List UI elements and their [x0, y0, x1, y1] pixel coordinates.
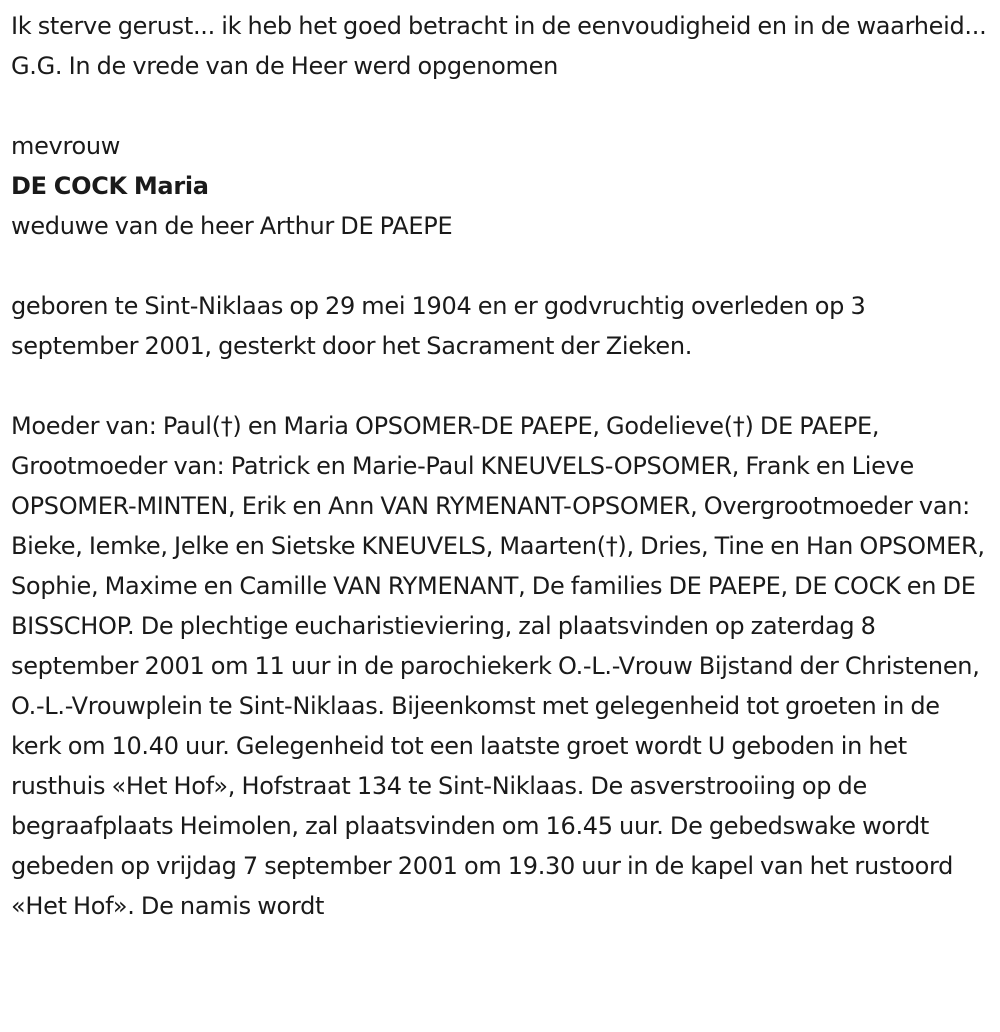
paragraph-gap [11, 366, 996, 406]
birth-death-text: geboren te Sint-Niklaas op 29 mei 1904 en er godvruchtig overleden op 3 september 2001, gesterkt door het Sacrament der Zieken. [11, 292, 866, 360]
salutation-text: mevrouw [11, 132, 121, 160]
paragraph-gap [11, 86, 996, 126]
spouse-line: weduwe van de heer Arthur DE PAEPE [11, 212, 453, 240]
obituary-notice [11, 6, 996, 926]
motto-text: Ik sterve gerust... ik heb het goed betracht in de eenvoudigheid en in de waarheid... G.G. In de vrede van de Heer werd opgenomen [11, 12, 987, 80]
family-and-ceremony-text: Moeder van: Paul(†) en Maria OPSOMER-DE PAEPE, Godelieve(†) DE PAEPE, Grootmoeder van: Patrick en Marie-Paul KNEUVELS-OPSOMER, Frank en Lieve OPSOMER-MINTEN, Erik en Ann VAN RYMENANT-OPSOMER, Overgrootmoeder van: Bieke, Iemke, Jelke en Sietske KNEUVELS, Maarten(†), Dries, Tine en Han OPSOMER, Sophie, Maxime en Camille VAN RYMENANT, De families DE PAEPE, DE COCK en DE BISSCHOP. De plechtige eucharistieviering, zal plaatsvinden op zaterdag 8 september 2001 om 11 uur in de parochiekerk O.-L.-Vrouw Bijstand der Christenen, O.-L.-Vrouwplein te Sint-Niklaas. Bijeenkomst met gelegenheid tot groeten in de kerk om 10.40 uur. Gelegenheid tot een laatste groet wordt U geboden in het rusthuis «Het Hof», Hofstraat 134 te Sint-Niklaas. De asverstrooiing op de begraafplaats Heimolen, zal plaatsvinden om 16.45 uur. De gebedswake wordt gebeden op vrijdag 7 september 2001 om 19.30 uur in de kapel van het rustoord «Het Hof». De namis wordt [11, 412, 985, 920]
paragraph-gap [11, 246, 996, 286]
deceased-name: DE COCK Maria [11, 172, 209, 200]
